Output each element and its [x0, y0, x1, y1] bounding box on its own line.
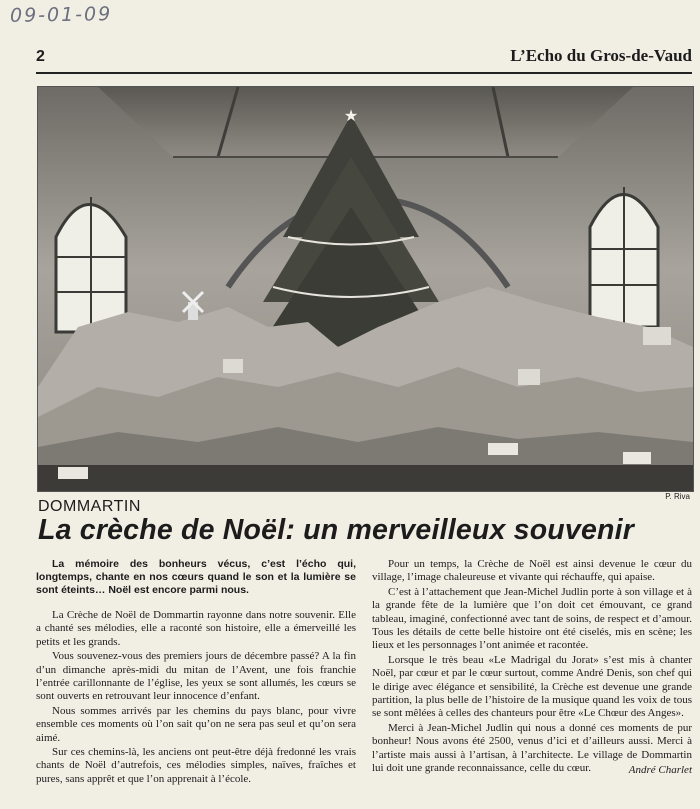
masthead: L’Echo du Gros-de-Vaud: [510, 46, 692, 65]
article-lead: La mémoire des bonheurs vécus, c’est l’écho qui, longtemps, chante en nos cœurs quand le son et la lumière se sont éteints… Noël est encore parmi nous.: [36, 558, 356, 596]
christmas-creche-photo-icon: [38, 87, 693, 491]
paragraph: Vous souvenez-vous des premiers jours de décembre passé? A la fin d’un dimanche après-midi du mitan de l’Avent, une fois franchie l’entrée carillonnante de l’église, les yeux se sont allumés, les cœurs se sont ouverts en retrouvant leur innocence d’enfant.: [36, 650, 356, 703]
creche-photo: [37, 86, 694, 492]
paragraph: Pour un temps, la Crèche de Noël est ainsi devenue le cœur du village, l’image chaleureuse et vivante qui réchauffe, qui apaise.: [372, 558, 692, 584]
paragraph: La Crèche de Noël de Dommartin rayonne dans notre souvenir. Elle a chanté ses mélodies, elle a raconté son histoire, elle a émerveillé les petits et les grands.: [36, 609, 356, 648]
article-headline: La crèche de Noël: un merveilleux souvenir: [38, 514, 635, 546]
article-kicker: DOMMARTIN: [38, 498, 141, 515]
article-column-left: [36, 558, 356, 787]
page-number: 2: [36, 48, 45, 65]
page-header: [36, 46, 692, 74]
article-column-right: [372, 558, 692, 777]
photo-credit: P. Riva: [665, 492, 690, 501]
article-author: André Charlet: [628, 763, 692, 776]
paragraph: Merci à Jean-Michel Judlin qui nous a donné ces moments de pur bonheur! Nous avons été 2500, venus d’ici et d’ailleurs aussi. Merci à l’artiste mais aussi à l’artisan, à l’architecte. Le village de Dommartin lui doit une grande reconnaissance, celle du cœur.: [372, 721, 692, 775]
handwritten-date: 09-01-09: [9, 3, 113, 27]
paragraph: Lorsque le très beau «Le Madrigal du Jorat» s’est mis à chanter Noël, par cœur et par le cœur surtout, comme André Denis, son chef qui le dirige avec élégance et sensibilité, la Crèche est devenue une grande partition, la plus belle de l’histoire de la musique quand les voix de tous se sont mêlées à celles des chanteurs pour être «Le Chœur des Anges».: [372, 653, 692, 720]
svg-text:★: ★: [343, 108, 359, 125]
paragraph: Nous sommes arrivés par les chemins du pays blanc, pour vivre ensemble ces moments où l’on sait qu’on ne sera pas seul et qu’on sera aimé.: [36, 704, 356, 744]
paragraph: Sur ces chemins-là, les anciens ont peut-être déjà fredonné les vrais chants de Noël d’autrefois, ces mélodies simples, naïves, fraîches et pures, sans apprêt et que l’on apprenait à l’école.: [36, 746, 356, 785]
paragraph: C’est à l’attachement que Jean-Michel Judlin porte à son village et à la grande fête de la lumière que l’on doit cet émouvant, ce grand tableau, imaginé, confectionné avec tant de soins, de respect et d’amour. Tous les détails de cette belle histoire ont été ciselés, mis en scène; les lieux et les personnages l’ont animée et racontée.: [372, 585, 692, 652]
